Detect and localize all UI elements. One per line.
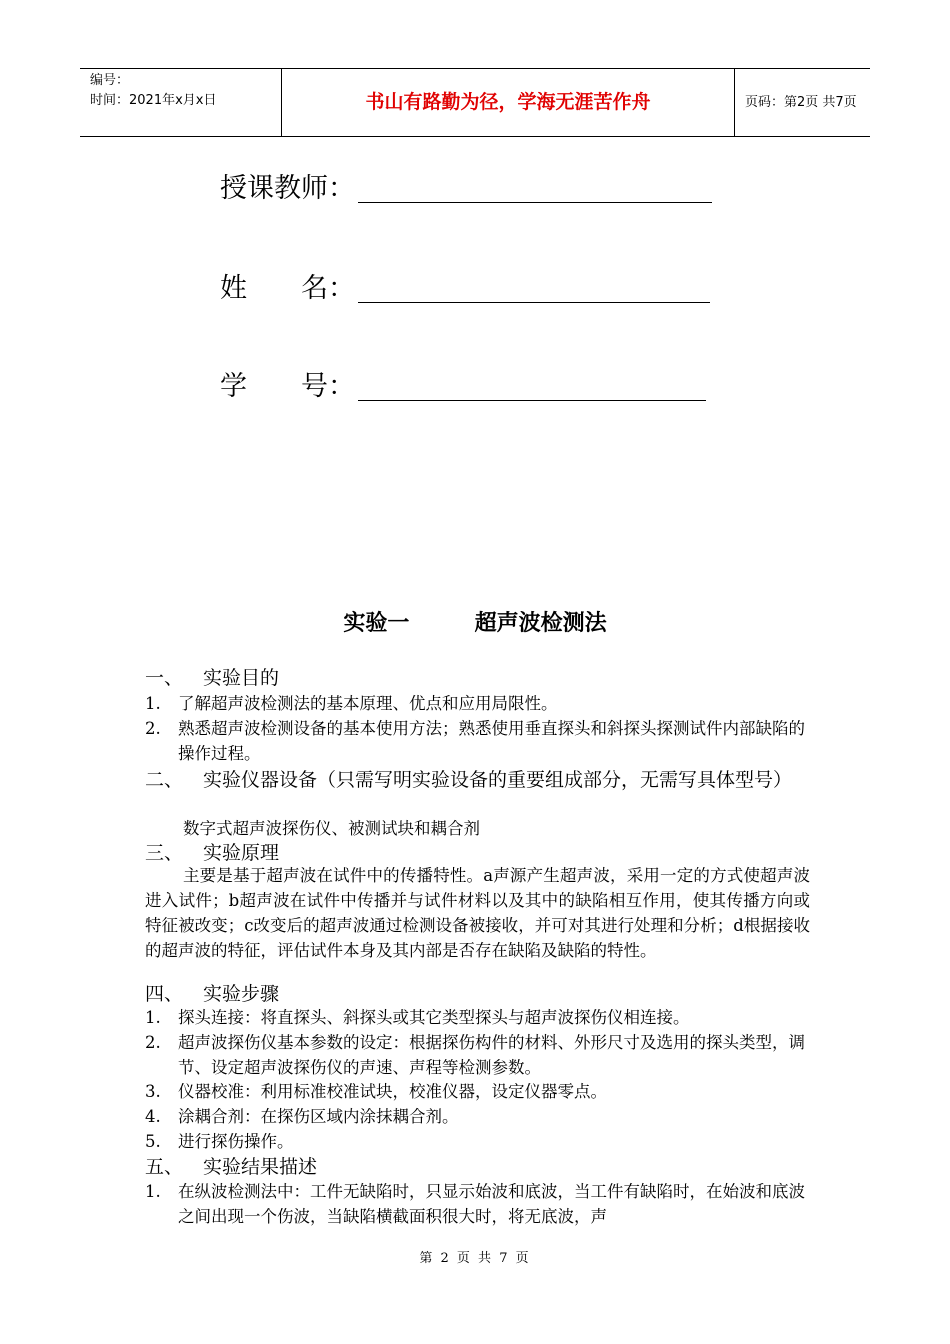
list-text: 仪器校准：利用标准校准试块，校准仪器，设定仪器零点。 [178,1082,607,1101]
list-number: 3. [145,1082,161,1101]
name-blank-line[interactable] [358,302,710,303]
page-footer: 第 2 页 共 7 页 [419,1251,531,1266]
section-number: 四、 [145,983,184,1005]
teacher-label: 授课教师： [220,173,355,204]
student-id-blank-line[interactable] [358,400,706,401]
list-text: 超声波探伤仪基本参数的设定：根据探伤构件的材料、外形尺寸及选用的探头类型，调节、设定超声波探伤仪的声速、声程等检测参数。 [178,1033,805,1077]
list-item [145,1079,810,1104]
list-text: 熟悉超声波检测设备的基本使用方法；熟悉使用垂直探头和斜探头探测试件内部缺陷的操作过程。 [178,719,805,763]
list-item [145,716,813,766]
name-field [220,266,358,305]
section-number: 二、 [145,769,184,791]
experiment-number: 实验一 [343,611,410,636]
list-item [145,1104,810,1129]
section-heading-1 [145,665,279,691]
list-text: 进行探伤操作。 [178,1132,294,1151]
list-item [145,691,810,716]
list-number: 2. [145,1033,161,1052]
list-number: 2. [145,719,161,738]
list-item [145,1179,810,1229]
section-title: 实验原理 [203,842,280,864]
list-text: 涂耦合剂：在探伤区域内涂抹耦合剂。 [178,1107,459,1126]
student-id-label: 学 号： [220,371,355,402]
header-page-info: 页码：第2页 共7页 [745,95,857,110]
list-number: 5. [145,1132,161,1151]
list-text: 探头连接：将直探头、斜探头或其它类型探头与超声波探伤仪相连接。 [178,1008,690,1027]
principle-text: 主要是基于超声波在试件中的传播特性。a声源产生超声波，采用一定的方式使超声波进入试件；b超声波在试件中传播并与试件材料以及其中的缺陷相互作用，使其传播方向或特征被改变；c改变后的超声波通过检测设备被接收，并可对其进行处理和分析；d根据接收的超声波的特征，评估试件本身及其内部是否存在缺陷及缺陷的特性。 [145,866,810,960]
list-number: 4. [145,1107,161,1126]
experiment-name: 超声波检测法 [474,611,607,636]
section-heading-5 [145,1154,317,1180]
section-number: 三、 [145,842,184,864]
section-heading-4 [145,981,279,1007]
section-title: 实验目的 [203,667,280,689]
list-number: 1. [145,1008,161,1027]
section-title: 实验结果描述 [203,1156,318,1178]
header-meta [80,69,282,136]
document-number: 编号： [90,73,130,88]
section-heading-2 [145,767,810,793]
section-number: 一、 [145,667,184,689]
name-label: 姓 名： [220,273,355,304]
section-number: 五、 [145,1156,184,1178]
list-item [145,1030,810,1080]
list-item [145,1129,810,1154]
list-item [145,1005,810,1030]
list-number: 1. [145,694,161,713]
teacher-blank-line[interactable] [358,202,712,203]
page-header [80,68,870,137]
equipment-text: 数字式超声波探伤仪、被测试块和耦合剂 [183,819,480,838]
section-title: 实验步骤 [203,983,280,1005]
teacher-field [220,166,358,205]
list-text: 在纵波检测法中：工件无缺陷时，只显示始波和底波，当工件有缺陷时，在始波和底波之间出现一个伤波，当缺陷横截面积很大时，将无底波，声 [178,1182,805,1226]
experiment-title [0,606,950,637]
list-number: 1. [145,1182,161,1201]
section-title: 实验仪器设备（只需写明实验设备的重要组成部分，无需写具体型号） [203,769,793,791]
document-date: 时间：2021年x月x日 [90,93,217,108]
header-motto: 书山有路勤为径，学海无涯苦作舟 [282,69,735,136]
list-text: 了解超声波检测法的基本原理、优点和应用局限性。 [178,694,558,713]
student-id-field [220,364,358,403]
